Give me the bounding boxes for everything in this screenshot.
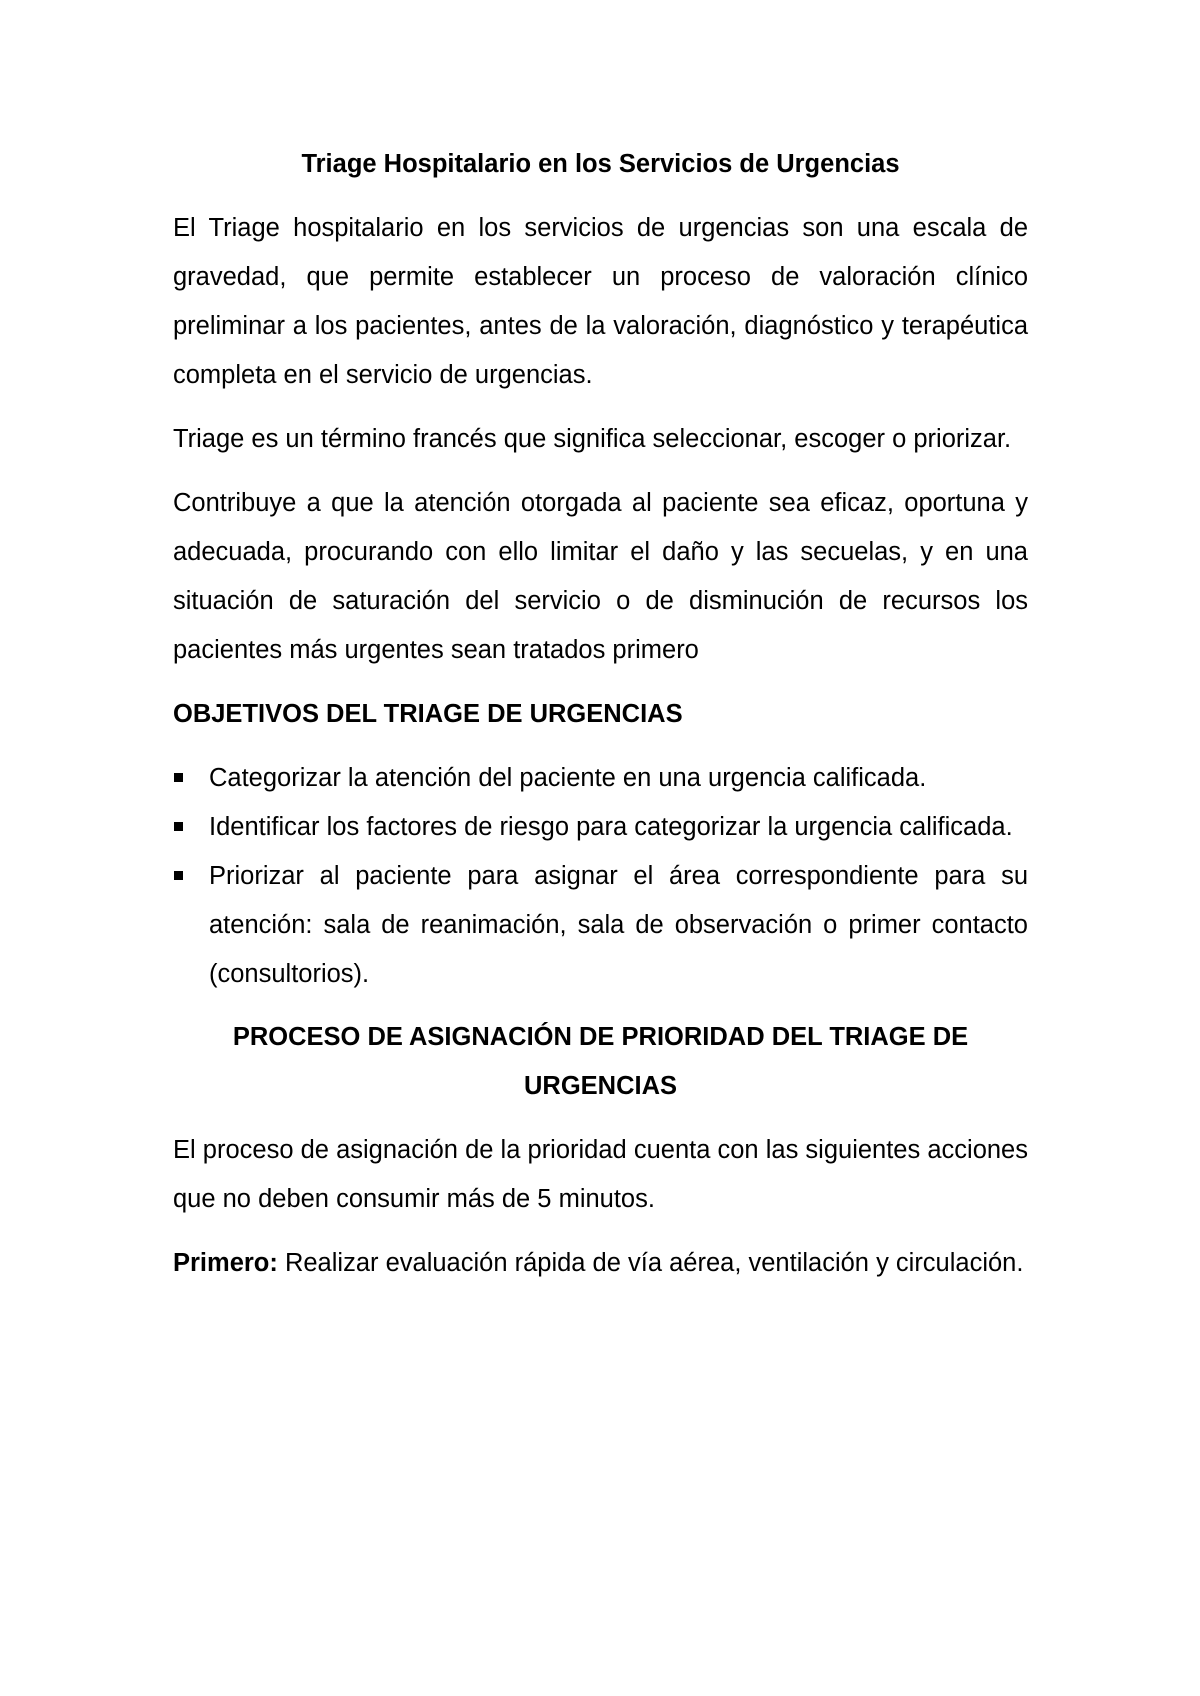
list-item-text: Identificar los factores de riesgo para categorizar la urgencia calificada. bbox=[209, 813, 1013, 841]
list-item-text: Categorizar la atención del paciente en una urgencia calificada. bbox=[209, 764, 927, 792]
list-item bbox=[173, 852, 1028, 999]
first-step-text: Realizar evaluación rápida de vía aérea, ventilación y circulación. bbox=[277, 1249, 1024, 1277]
square-bullet-icon bbox=[174, 773, 183, 782]
objectives-list bbox=[173, 754, 1028, 999]
first-step-paragraph bbox=[173, 1239, 1028, 1288]
objectives-heading: OBJETIVOS DEL TRIAGE DE URGENCIAS bbox=[173, 700, 683, 728]
list-item bbox=[173, 803, 1028, 852]
square-bullet-icon bbox=[174, 822, 183, 831]
first-step-label: Primero: bbox=[173, 1249, 278, 1277]
square-bullet-icon bbox=[174, 871, 183, 880]
process-intro-paragraph: El proceso de asignación de la prioridad cuenta con las siguientes acciones que no deben consumir más de 5 minutos. bbox=[173, 1136, 1028, 1213]
page-title: Triage Hospitalario en los Servicios de Urgencias bbox=[301, 150, 900, 178]
list-item bbox=[173, 754, 1028, 803]
intro-paragraph: El Triage hospitalario en los servicios de urgencias son una escala de gravedad, que permite establecer un proceso de valoración clínico preliminar a los pacientes, antes de la valoración, diagnóstico y terapéutica completa en el servicio de urgencias. bbox=[173, 214, 1028, 389]
list-item-text: Priorizar al paciente para asignar el área correspondiente para su atención: sala de reanimación, sala de observación o primer contacto (consultorios). bbox=[209, 862, 1028, 988]
purpose-paragraph: Contribuye a que la atención otorgada al paciente sea eficaz, oportuna y adecuada, procurando con ello limitar el daño y las secuelas, y en una situación de saturación del servicio o de disminución de recursos los pacientes más urgentes sean tratados primero bbox=[173, 489, 1028, 664]
process-heading: PROCESO DE ASIGNACIÓN DE PRIORIDAD DEL TRIAGE DE URGENCIAS bbox=[232, 1023, 969, 1100]
definition-paragraph: Triage es un término francés que significa seleccionar, escoger o priorizar. bbox=[173, 425, 1012, 453]
